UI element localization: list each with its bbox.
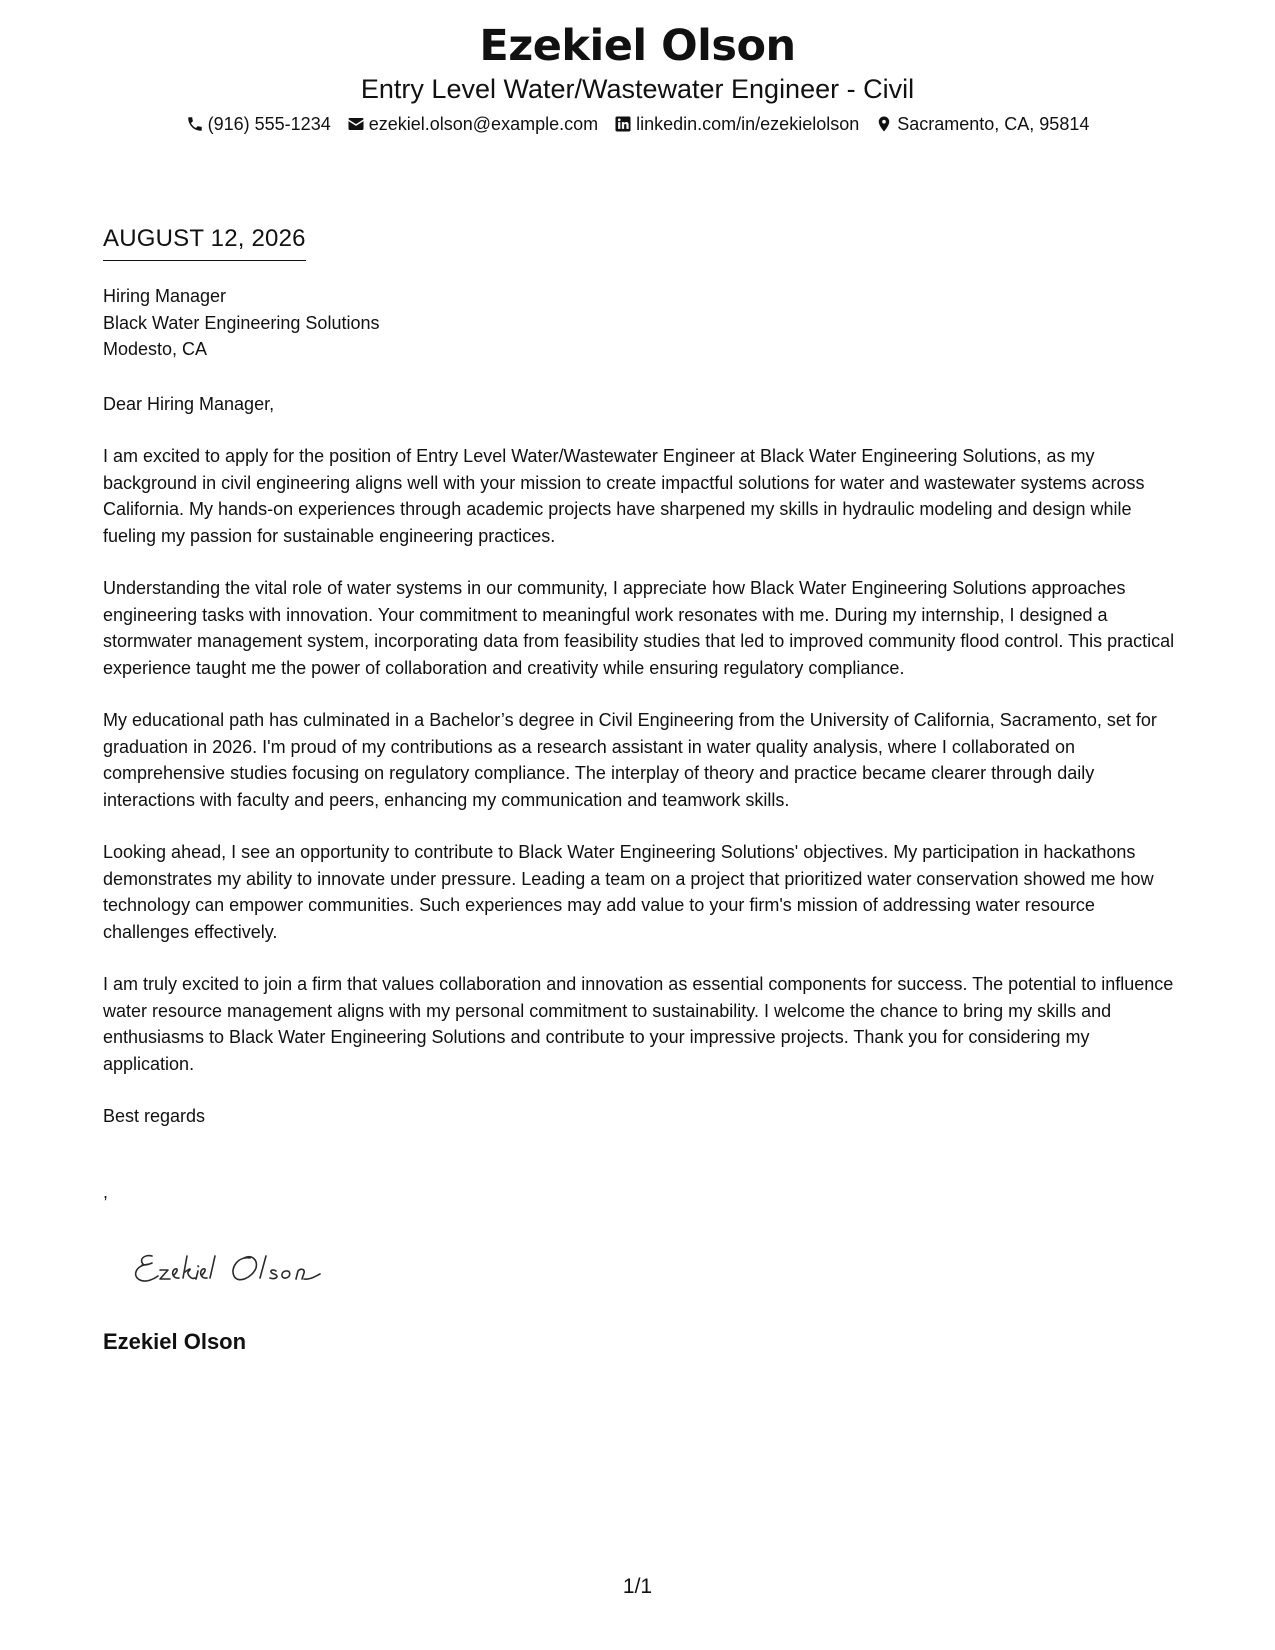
recipient-location: Modesto, CA: [103, 339, 208, 359]
body-paragraph: Understanding the vital role of water systems in our community, I appreciate how Black Water Engineering Solutions approaches engineering tasks with innovation. Your commitment to meaningful work resonates with me. During my internship, I designed a stormwater management system, incorporating data from feasibility studies that led to improved community flood control. This practical experience taught me the power of collaboration and creativity while ensuring regulatory compliance.: [103, 578, 1175, 678]
contact-location: [875, 113, 1089, 135]
body-paragraph: Looking ahead, I see an opportunity to contribute to Black Water Engineering Solutions' objectives. My participation in hackathons demonstrates my ability to innovate under pressure. Leading a team on a project that prioritized water conservation showed me how technology can empower communities. Such experiences may add value to your firm's mission of addressing water resource challenges effectively.: [103, 842, 1154, 942]
recipient-name: Hiring Manager: [103, 286, 227, 306]
signer-name: Ezekiel Olson: [103, 1329, 247, 1354]
linkedin-icon: [614, 115, 632, 133]
recipient-company: Black Water Engineering Solutions: [103, 312, 380, 333]
recipient-block: [103, 283, 1183, 363]
letter-header: [0, 18, 1275, 135]
phone-icon: [186, 115, 204, 133]
handwritten-signature: [130, 1238, 340, 1298]
applicant-name: Ezekiel Olson: [479, 21, 796, 71]
closing-phrase: Best regards: [103, 1106, 206, 1126]
phone-text: (916) 555-1234: [207, 114, 331, 134]
body-paragraph: I am excited to apply for the position of Entry Level Water/Wastewater Engineer at Black Water Engineering Solutions, as my background in civil engineering aligns well with your mission to create impactful solutions for water and wastewater systems across California. My hands-on experiences through academic projects have sharpened my skills in hydraulic modeling and design while fueling my passion for sustainable engineering practices.: [103, 446, 1145, 546]
contact-phone[interactable]: [186, 113, 331, 135]
location-text: Sacramento, CA, 95814: [897, 114, 1090, 134]
contact-email[interactable]: [347, 113, 598, 135]
letter-date: AUGUST 12, 2026: [103, 224, 306, 261]
job-title: Entry Level Water/Wastewater Engineer - Civil: [360, 74, 915, 104]
envelope-icon: [347, 115, 365, 133]
letter-body: [103, 443, 1183, 1103]
closing-comma: ,: [103, 1182, 109, 1202]
body-paragraph: My educational path has culminated in a Bachelor’s degree in Civil Engineering from the University of California, Sacramento, set for graduation in 2026. I'm proud of my contributions as a research assistant in water quality analysis, where I collaborated on comprehensive studies focusing on regulatory compliance. The interplay of theory and practice became clearer through daily interactions with faculty and peers, enhancing my communication and teamwork skills.: [103, 710, 1157, 810]
salutation: Dear Hiring Manager,: [103, 394, 275, 414]
page-number: 1/1: [622, 1575, 653, 1598]
map-pin-icon: [875, 115, 893, 133]
contact-linkedin[interactable]: [614, 113, 859, 135]
contact-bar: [0, 113, 1275, 135]
body-paragraph: I am truly excited to join a firm that values collaboration and innovation as essential components for success. The potential to influence water resource management aligns with my personal commitment to sustainability. I welcome the chance to bring my skills and enthusiasms to Black Water Engineering Solutions and contribute to your impressive projects. Thank you for considering my application.: [103, 974, 1174, 1074]
email-text: ezekiel.olson@example.com: [368, 114, 599, 134]
linkedin-text: linkedin.com/in/ezekielolson: [636, 114, 860, 134]
